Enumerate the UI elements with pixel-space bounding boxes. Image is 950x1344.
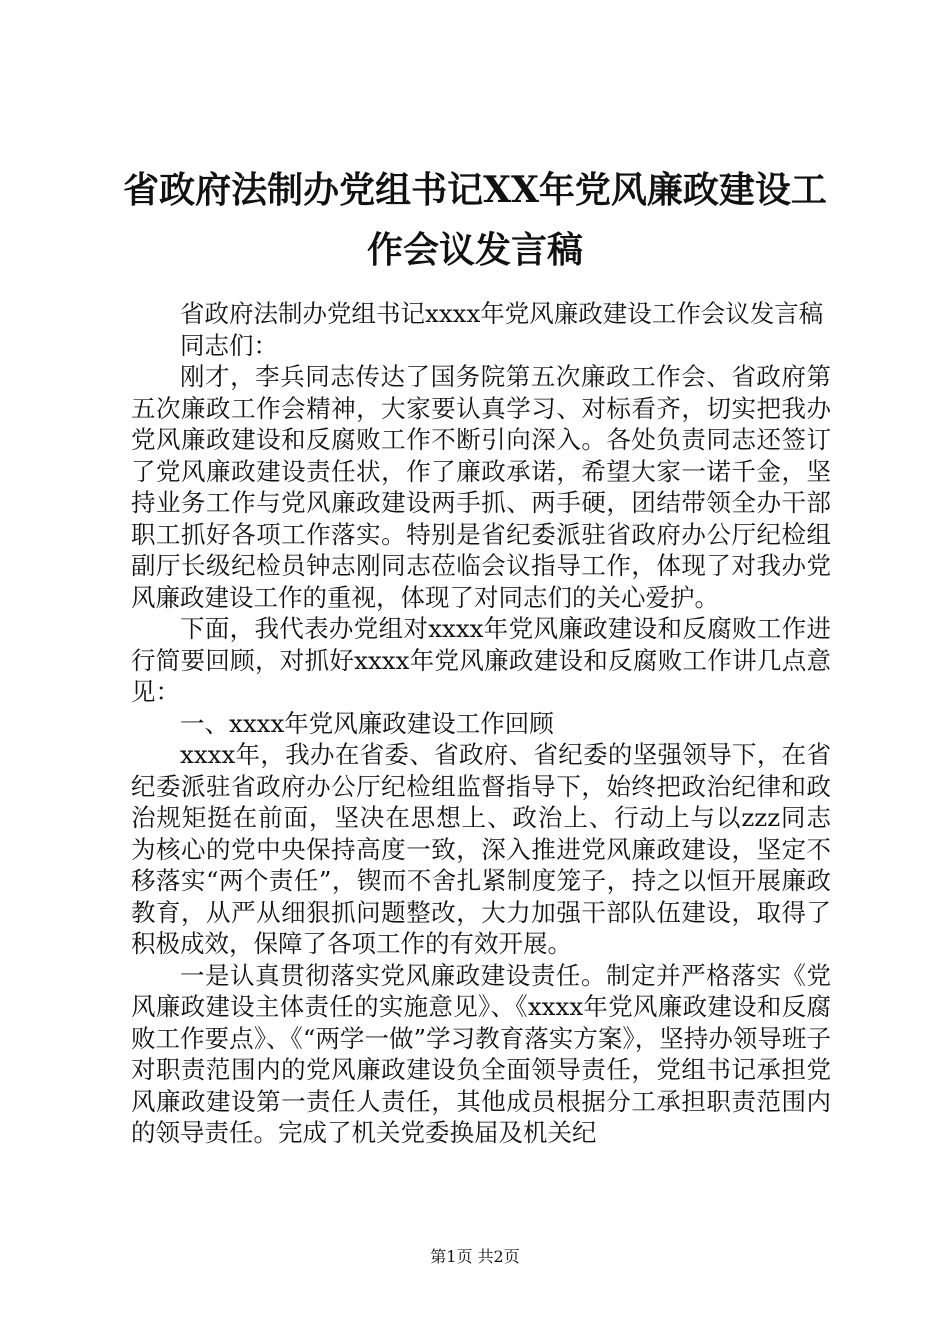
page-footer: 第1页 共2页 [430, 1247, 520, 1266]
document-title: 省政府法制办党组书记XX年党风廉政建设工作会议发言稿 [123, 169, 827, 271]
section-heading: 一、xxxx年党风廉政建设工作回顾 [180, 708, 554, 738]
paragraph-point-one: 一是认真贯彻落实党风廉政建设责任。制定并严格落实《党风廉政建设主体责任的实施意见》、《xxxx年党风廉政建设和反腐败工作要点》、《“两学一做”学习教育落实方案》，坚持办领导班子对职责范围内的党风廉政建设负全面领导责任，党组书记承担党风廉政建设第一责任人责任，其他成员根据分工承担职责范围内的领导责任。完成了机关党委换届及机关纪 [131, 960, 832, 1147]
paragraph-review: xxxx年，我办在省委、省政府、省纪委的坚强领导下，在省纪委派驻省政府办公厅纪检组监督指导下，始终把政治纪律和政治规矩挺在前面，坚决在思想上、政治上、行动上与以zzz同志为核心的党中央保持高度一致，深入推进党风廉政建设，坚定不移落实“两个责任”，锲而不舍扎紧制度笼子，持之以恒开展廉政教育，从严从细狠抓问题整改，大力加强干部队伍建设，取得了积极成效，保障了各项工作的有效开展。 [131, 740, 831, 958]
paragraph-outline: 下面，我代表办党组对xxxx年党风廉政建设和反腐败工作进行简要回顾，对抓好xxxx年党风廉政建设和反腐败工作讲几点意见： [131, 614, 831, 706]
document-body [131, 298, 831, 1149]
paragraph-intro: 刚才，李兵同志传达了国务院第五次廉政工作会、省政府第五次廉政工作会精神，大家要认真学习、对标看齐，切实把我办党风廉政建设和反腐败工作不断引向深入。各处负责同志还签订了党风廉政建设责任状，作了廉政承诺，希望大家一诺千金，坚持业务工作与党风廉政建设两手抓、两手硬，团结带领全办干部职工抓好各项工作落实。特别是省纪委派驻省政府办公厅纪检组副厅长级纪检员钟志刚同志莅临会议指导工作，体现了对我办党风廉政建设工作的重视，体现了对同志们的关心爱护。 [131, 362, 831, 612]
paragraph-salutation: 同志们： [180, 330, 278, 360]
paragraph-subtitle: 省政府法制办党组书记xxxx年党风廉政建设工作会议发言稿 [180, 299, 824, 328]
